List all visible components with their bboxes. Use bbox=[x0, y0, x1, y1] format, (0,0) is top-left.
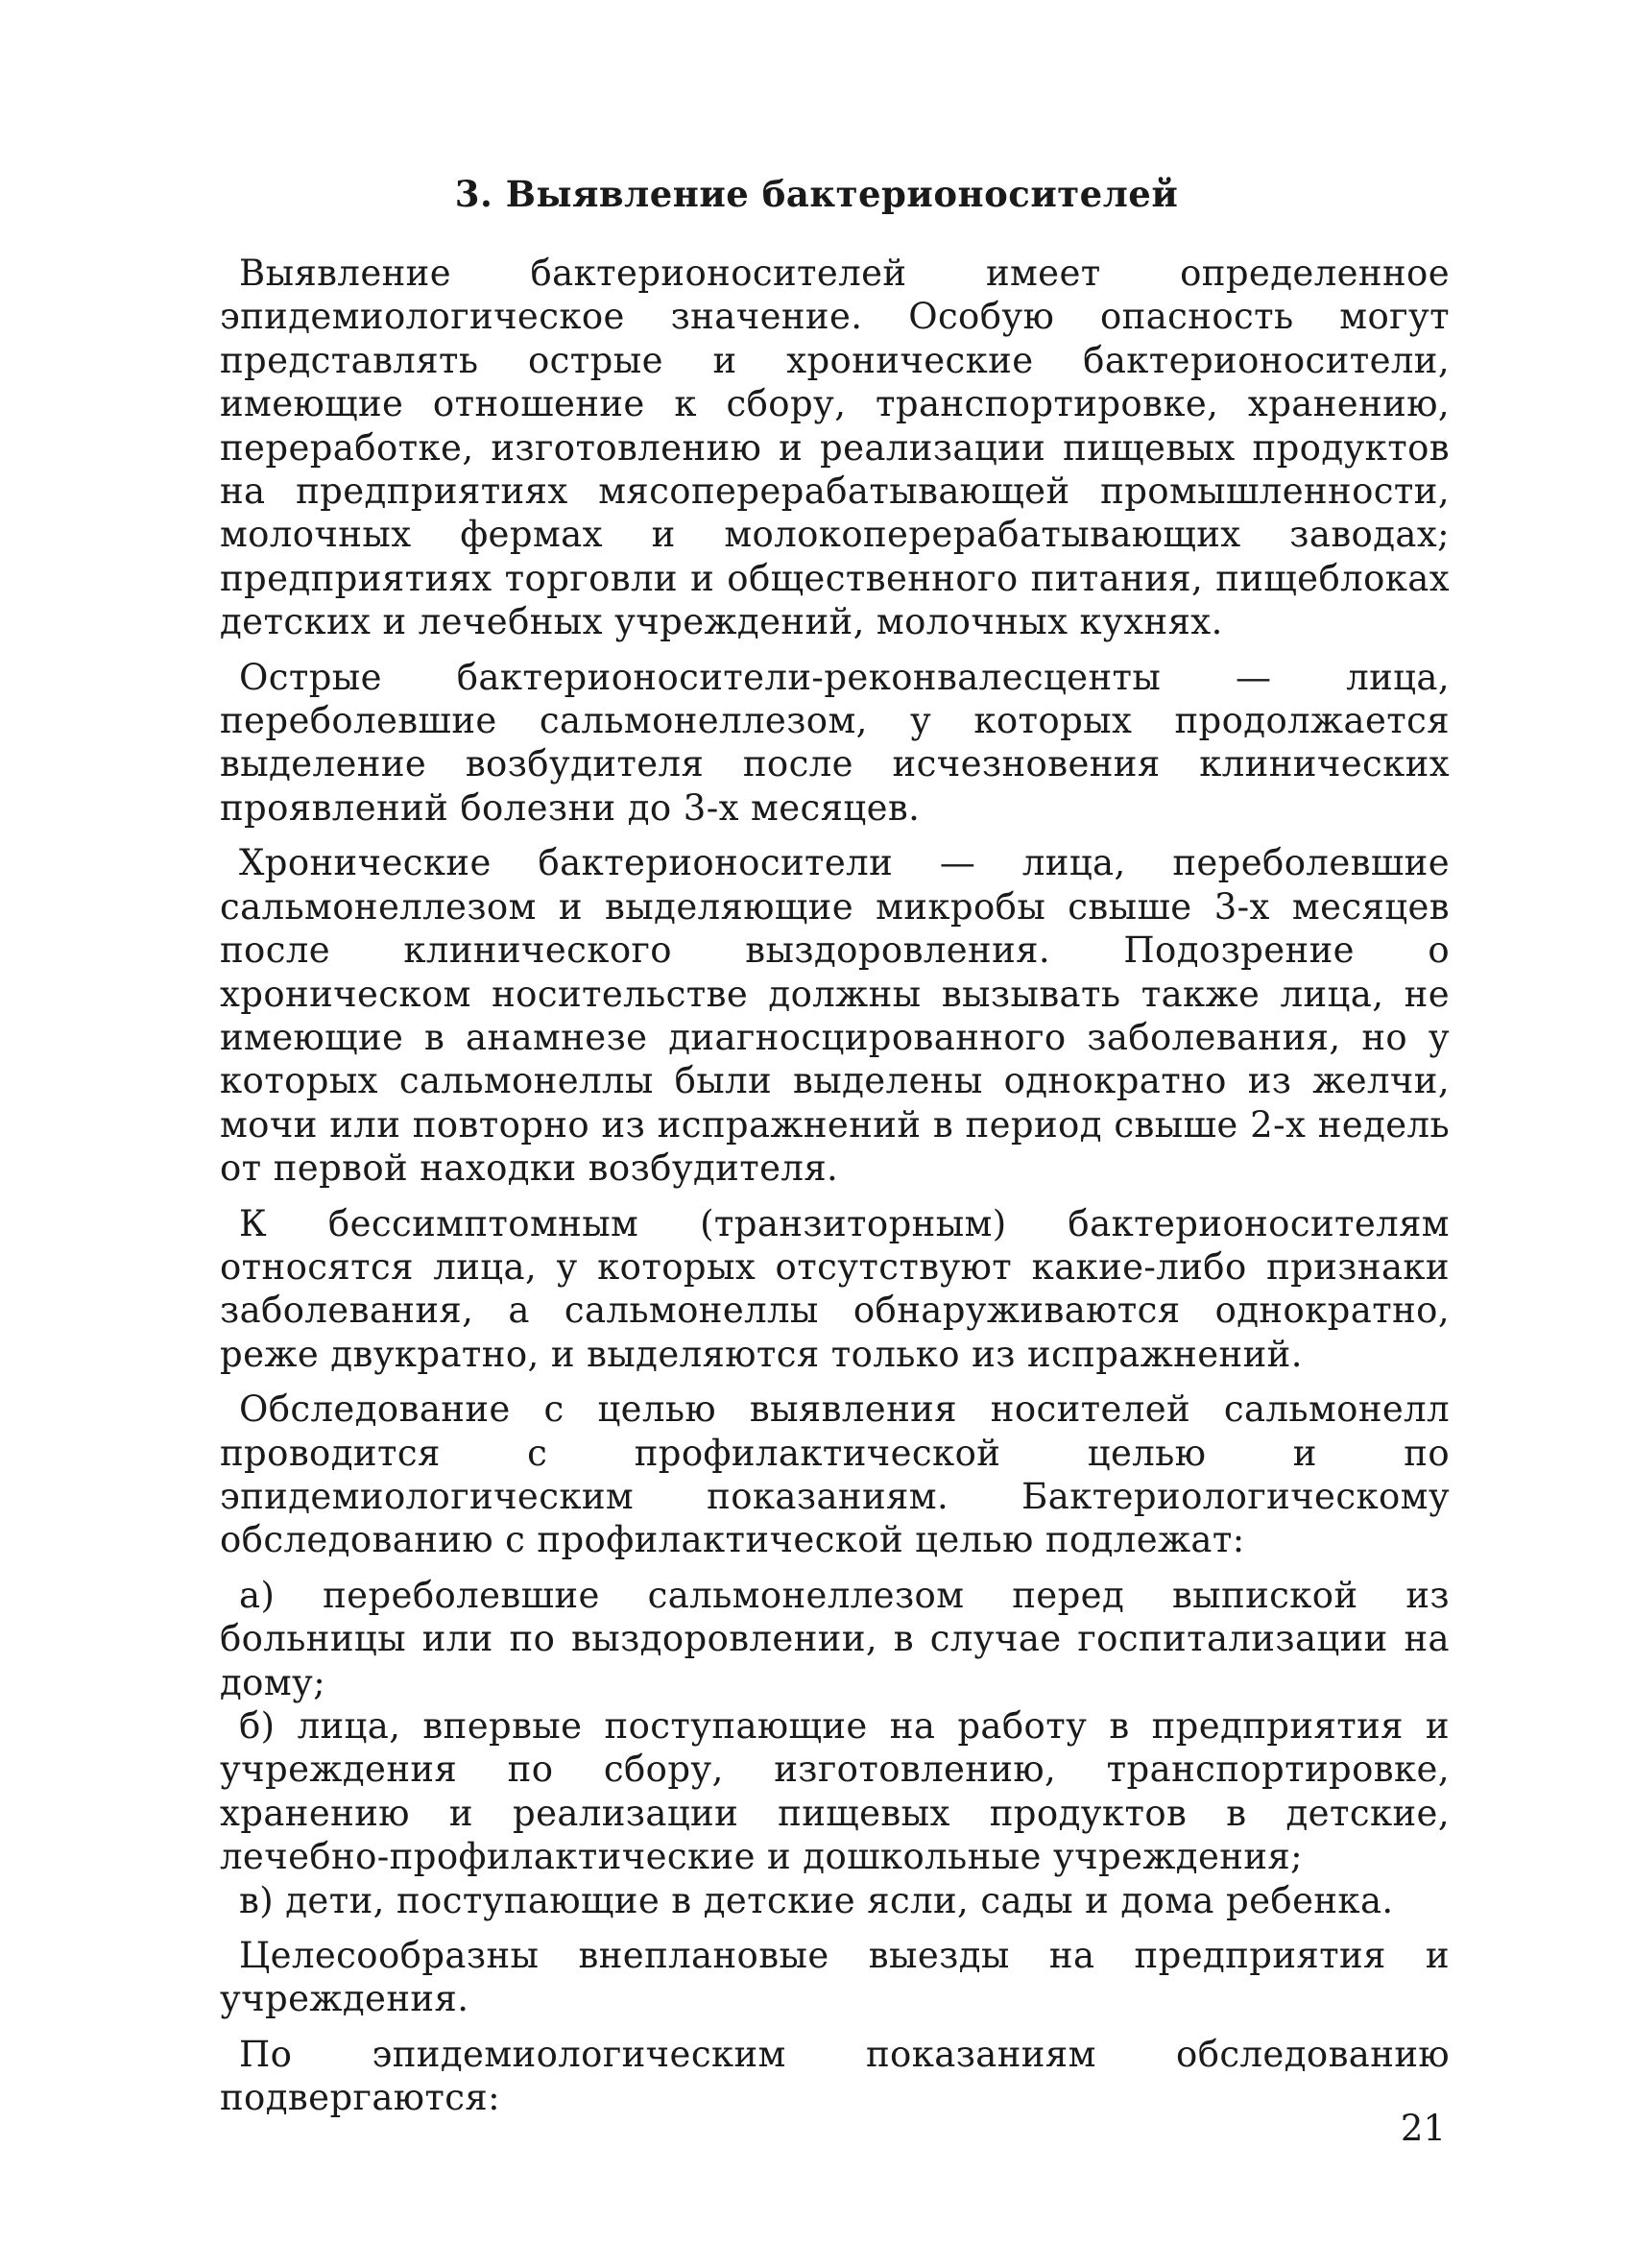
section-heading: 3. Выявление бактерионосителей bbox=[454, 173, 1179, 215]
paragraph-carrier-significance: Выявление бактерионосителей имеет определенное эпидемиологическое значение. Особую опасность могут представлять острые и хронические бактерионосители, имеющие отношение к сбору, транспортировке, хранению, переработке, изготовлению и реализации пищевых продуктов на предприятиях мясоперерабатывающей промышленности, молочных фермах и молокоперерабатывающих заводах; предприятиях торговли и общественного питания, пищеблоках детских и лечебных учреждений, молочных кухнях. bbox=[220, 253, 1450, 643]
paragraph-acute-carriers: Острые бактерионосители-реконвалесценты — лица, переболевшие сальмонеллезом, у которых продолжается выделение возбудителя после исчезновения клинических проявлений болезни до 3-х месяцев. bbox=[220, 656, 1450, 829]
page-number: 21 bbox=[1400, 2108, 1446, 2149]
paragraph-transient-carriers: К бессимптомным (транзиторным) бактерионосителям относятся лица, у которых отсутствуют какие-либо признаки заболевания, а сальмонеллы обнаруживаются однократно, реже двукратно, и выделяются только из испражнений. bbox=[220, 1202, 1450, 1375]
paragraph-examination-purpose: Обследование с целью выявления носителей сальмонелл проводится с профилактической целью и по эпидемиологическим показаниям. Бактериологическому обследованию с профилактической целью подлежат: bbox=[220, 1388, 1450, 1561]
list-item-c: в) дети, поступающие в детские ясли, сады и дома ребенка. bbox=[239, 1879, 1394, 1921]
paragraph-epidemiological-indications: По эпидемиологическим показаниям обследованию подвергаются: bbox=[220, 2033, 1450, 2119]
list-item-a: а) переболевшие сальмонеллезом перед выпиской из больницы или по выздоровлении, в случае госпитализации на дому; bbox=[220, 1574, 1450, 1703]
list-item-b: б) лица, впервые поступающие на работу в предприятия и учреждения по сбору, изготовлению, транспортировке, хранению и реализации пищевых продуктов в детские, лечебно-профилактические и дошкольные учреждения; bbox=[220, 1705, 1450, 1878]
paragraph-unplanned-visits: Целесообразны внеплановые выезды на предприятия и учреждения. bbox=[220, 1935, 1450, 2020]
body-text bbox=[220, 252, 1450, 2132]
paragraph-chronic-carriers: Хронические бактерионосители — лица, переболевшие сальмонеллезом и выделяющие микробы свыше 3-х месяцев после клинического выздоровления. Подозрение о хроническом носительстве должны вызывать также лица, не имеющие в анамнезе диагносцированного заболевания, но у которых сальмонеллы были выделены однократно из желчи, мочи или повторно из испражнений в период свыше 2-х недель от первой находки возбудителя. bbox=[220, 842, 1450, 1190]
